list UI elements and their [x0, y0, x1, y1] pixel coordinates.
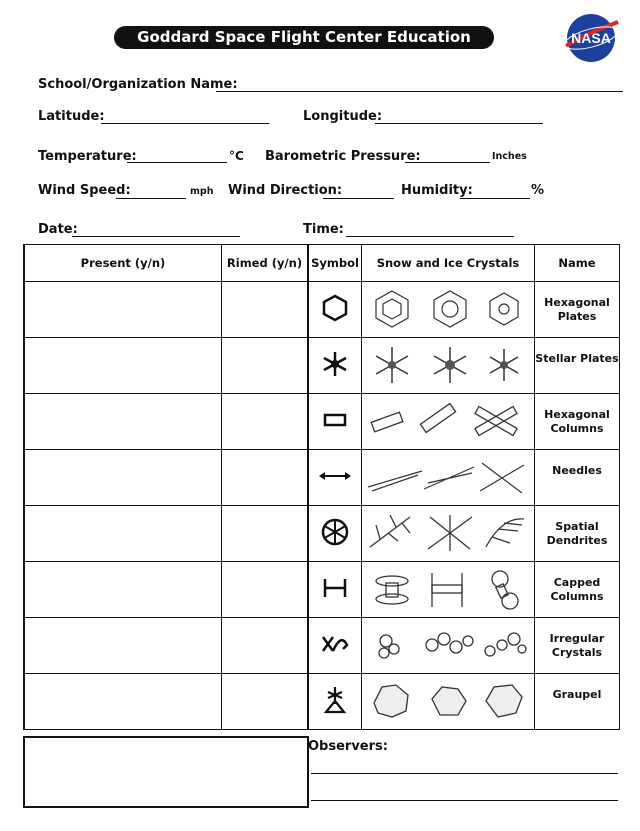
symbol-cell — [308, 562, 362, 618]
spatial-dendrites-image — [362, 507, 532, 557]
present-cell[interactable] — [24, 618, 222, 674]
graupel-icon — [320, 684, 350, 716]
rimed-cell[interactable] — [222, 562, 309, 618]
crystal-images — [362, 450, 535, 506]
crystal-name: Spatial Dendrites — [535, 506, 620, 562]
present-cell[interactable] — [24, 394, 222, 450]
rimed-cell[interactable] — [222, 450, 309, 506]
table-row — [24, 338, 620, 394]
latitude-label: Latitude: — [38, 109, 105, 124]
crystal-name: Capped Columns — [535, 562, 620, 618]
wind-speed-label: Wind Speed: — [38, 183, 131, 198]
crystal-images — [362, 674, 535, 730]
symbol-cell — [308, 282, 362, 338]
present-cell[interactable] — [24, 450, 222, 506]
crystal-images — [362, 394, 535, 450]
rimed-header: Rimed (y/n) — [222, 245, 309, 282]
longitude-label: Longitude: — [303, 109, 383, 124]
date-field[interactable] — [72, 236, 240, 237]
rimed-cell[interactable] — [222, 618, 309, 674]
crystal-name: Hexagonal Plates — [535, 282, 620, 338]
humidity-label: Humidity: — [401, 183, 473, 198]
graupel-image — [362, 675, 532, 725]
nasa-logo-text: NASA — [571, 30, 611, 46]
humidity-unit: % — [531, 183, 545, 198]
crystal-name: Graupel — [535, 674, 620, 730]
crystal-name: Hexagonal Columns — [535, 394, 620, 450]
wind-direction-label: Wind Direction: — [228, 183, 343, 198]
date-label: Date: — [38, 222, 78, 237]
pressure-unit: Inches — [492, 151, 527, 162]
crystal-images — [362, 338, 535, 394]
symbol-cell — [308, 338, 362, 394]
present-cell[interactable] — [24, 506, 222, 562]
table-row — [24, 506, 620, 562]
humidity-field[interactable] — [460, 198, 530, 199]
crystal-images — [362, 506, 535, 562]
rimed-cell[interactable] — [222, 338, 309, 394]
pressure-label: Barometric Pressure: — [265, 149, 421, 164]
wind-speed-unit: mph — [190, 186, 214, 197]
crystals-header: Snow and Ice Crystals — [362, 245, 535, 282]
wind-speed-field[interactable] — [116, 198, 186, 199]
crystal-name: Stellar Plates — [535, 338, 620, 394]
present-cell[interactable] — [24, 674, 222, 730]
table-row — [24, 450, 620, 506]
present-cell[interactable] — [24, 562, 222, 618]
table-row — [24, 562, 620, 618]
symbol-cell — [308, 674, 362, 730]
pressure-field[interactable] — [405, 162, 490, 163]
temperature-label: Temperature: — [38, 149, 137, 164]
observers-label: Observers: — [308, 739, 388, 754]
capped-column-icon — [320, 573, 350, 603]
nasa-logo — [560, 12, 622, 64]
crystal-name: Irregular Crystals — [535, 618, 620, 674]
hexagonal-columns-image — [362, 395, 532, 445]
latitude-field[interactable] — [101, 123, 269, 124]
capped-columns-image — [362, 563, 532, 613]
crystal-images — [362, 282, 535, 338]
present-header: Present (y/n) — [24, 245, 222, 282]
school-label: School/Organization Name: — [38, 77, 238, 92]
table-header-row — [24, 245, 620, 282]
asterisk-icon — [320, 349, 350, 379]
rimed-cell[interactable] — [222, 674, 309, 730]
rimed-cell[interactable] — [222, 282, 309, 338]
table-row — [24, 674, 620, 730]
crystal-table — [23, 244, 620, 730]
temperature-field[interactable] — [127, 162, 227, 163]
table-row — [24, 394, 620, 450]
table-row — [24, 282, 620, 338]
crystal-name: Needles — [535, 450, 620, 506]
irregular-icon — [319, 629, 351, 659]
notes-box[interactable] — [23, 736, 309, 808]
rimed-cell[interactable] — [222, 506, 309, 562]
symbol-cell — [308, 618, 362, 674]
table-row — [24, 618, 620, 674]
stellar-plates-image — [362, 339, 532, 389]
spoked-circle-icon — [319, 516, 351, 548]
symbol-cell — [308, 394, 362, 450]
symbol-header: Symbol — [308, 245, 362, 282]
crystal-images — [362, 618, 535, 674]
observers-line-1[interactable] — [311, 773, 618, 774]
present-cell[interactable] — [24, 282, 222, 338]
school-field[interactable] — [216, 91, 623, 92]
present-cell[interactable] — [24, 338, 222, 394]
rimed-cell[interactable] — [222, 394, 309, 450]
symbol-cell — [308, 506, 362, 562]
longitude-field[interactable] — [375, 123, 543, 124]
name-header: Name — [535, 245, 620, 282]
irregular-crystals-image — [362, 619, 532, 669]
time-label: Time: — [303, 222, 344, 237]
hexagon-icon — [320, 293, 350, 323]
wind-direction-field[interactable] — [323, 198, 394, 199]
crystal-images — [362, 562, 535, 618]
hexagonal-plates-image — [362, 283, 532, 333]
observers-line-2[interactable] — [311, 800, 618, 801]
symbol-cell — [308, 450, 362, 506]
rectangle-icon — [320, 405, 350, 435]
temperature-unit: °C — [229, 149, 244, 163]
time-field[interactable] — [346, 236, 514, 237]
page-title: Goddard Space Flight Center Education Programs — [114, 26, 494, 49]
double-arrow-icon — [317, 461, 353, 491]
needles-image — [362, 451, 532, 501]
